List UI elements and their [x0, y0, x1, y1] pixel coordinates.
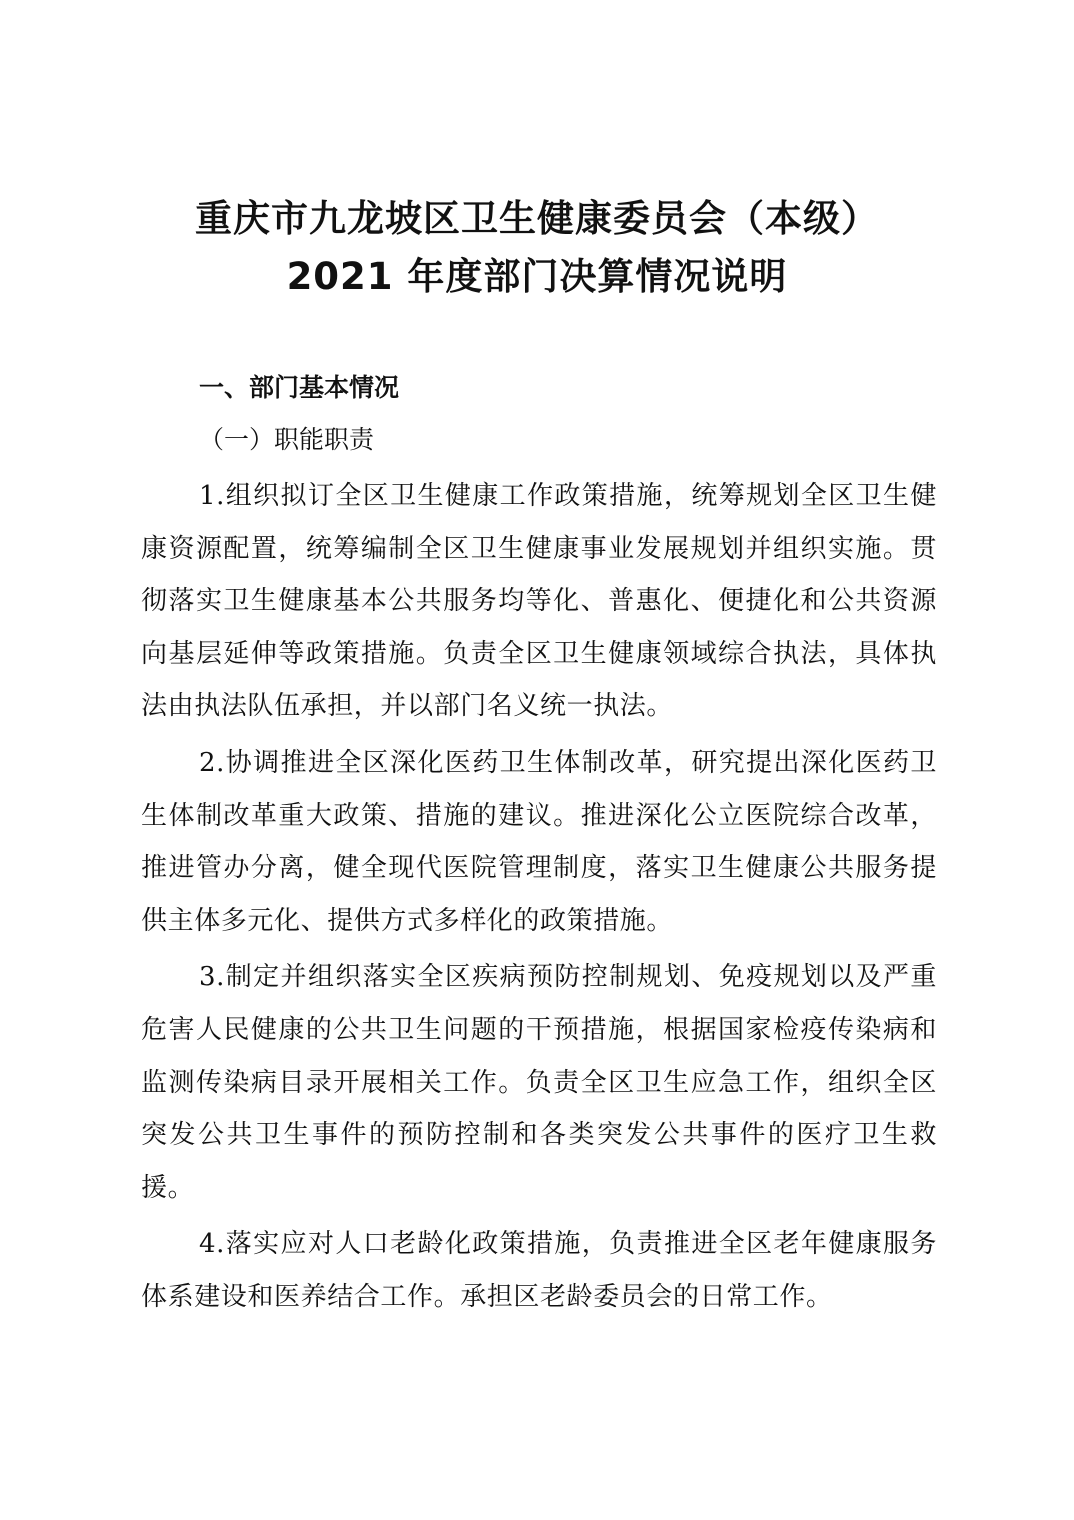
paragraph-1: 1.组织拟订全区卫生健康工作政策措施，统筹规划全区卫生健康资源配置，统筹编制全区卫生健康事业发展规划并组织实施。贯彻落实卫生健康基本公共服务均等化、普惠化、便捷化和公共资源向基层延伸等政策措施。负责全区卫生健康领域综合执法，具体执法由执法队伍承担，并以部门名义统一执法。: [141, 481, 937, 722]
title-line-1: 重庆市九龙坡区卫生健康委员会（本级）: [195, 197, 879, 240]
paragraph-4: 4.落实应对人口老龄化政策措施，负责推进全区老年健康服务体系建设和医养结合工作。承担区老龄委员会的日常工作。: [141, 1229, 937, 1312]
document-title: [0, 190, 1074, 306]
section-heading: 一、部门基本情况: [199, 373, 400, 402]
subsection-heading: （一）职能职责: [199, 425, 375, 454]
paragraph-3: 3.制定并组织落实全区疾病预防控制规划、免疫规划以及严重危害人民健康的公共卫生问题的干预措施，根据国家检疫传染病和监测传染病目录开展相关工作。负责全区卫生应急工作，组织全区突发公共卫生事件的预防控制和各类突发公共事件的医疗卫生救援。: [141, 962, 937, 1203]
title-line-2: 2021 年度部门决算情况说明: [286, 255, 788, 298]
document-body: [141, 362, 937, 1328]
paragraph-2: 2.协调推进全区深化医药卫生体制改革，研究提出深化医药卫生体制改革重大政策、措施的建议。推进深化公立医院综合改革，推进管办分离，健全现代医院管理制度，落实卫生健康公共服务提供主体多元化、提供方式多样化的政策措施。: [141, 747, 937, 936]
